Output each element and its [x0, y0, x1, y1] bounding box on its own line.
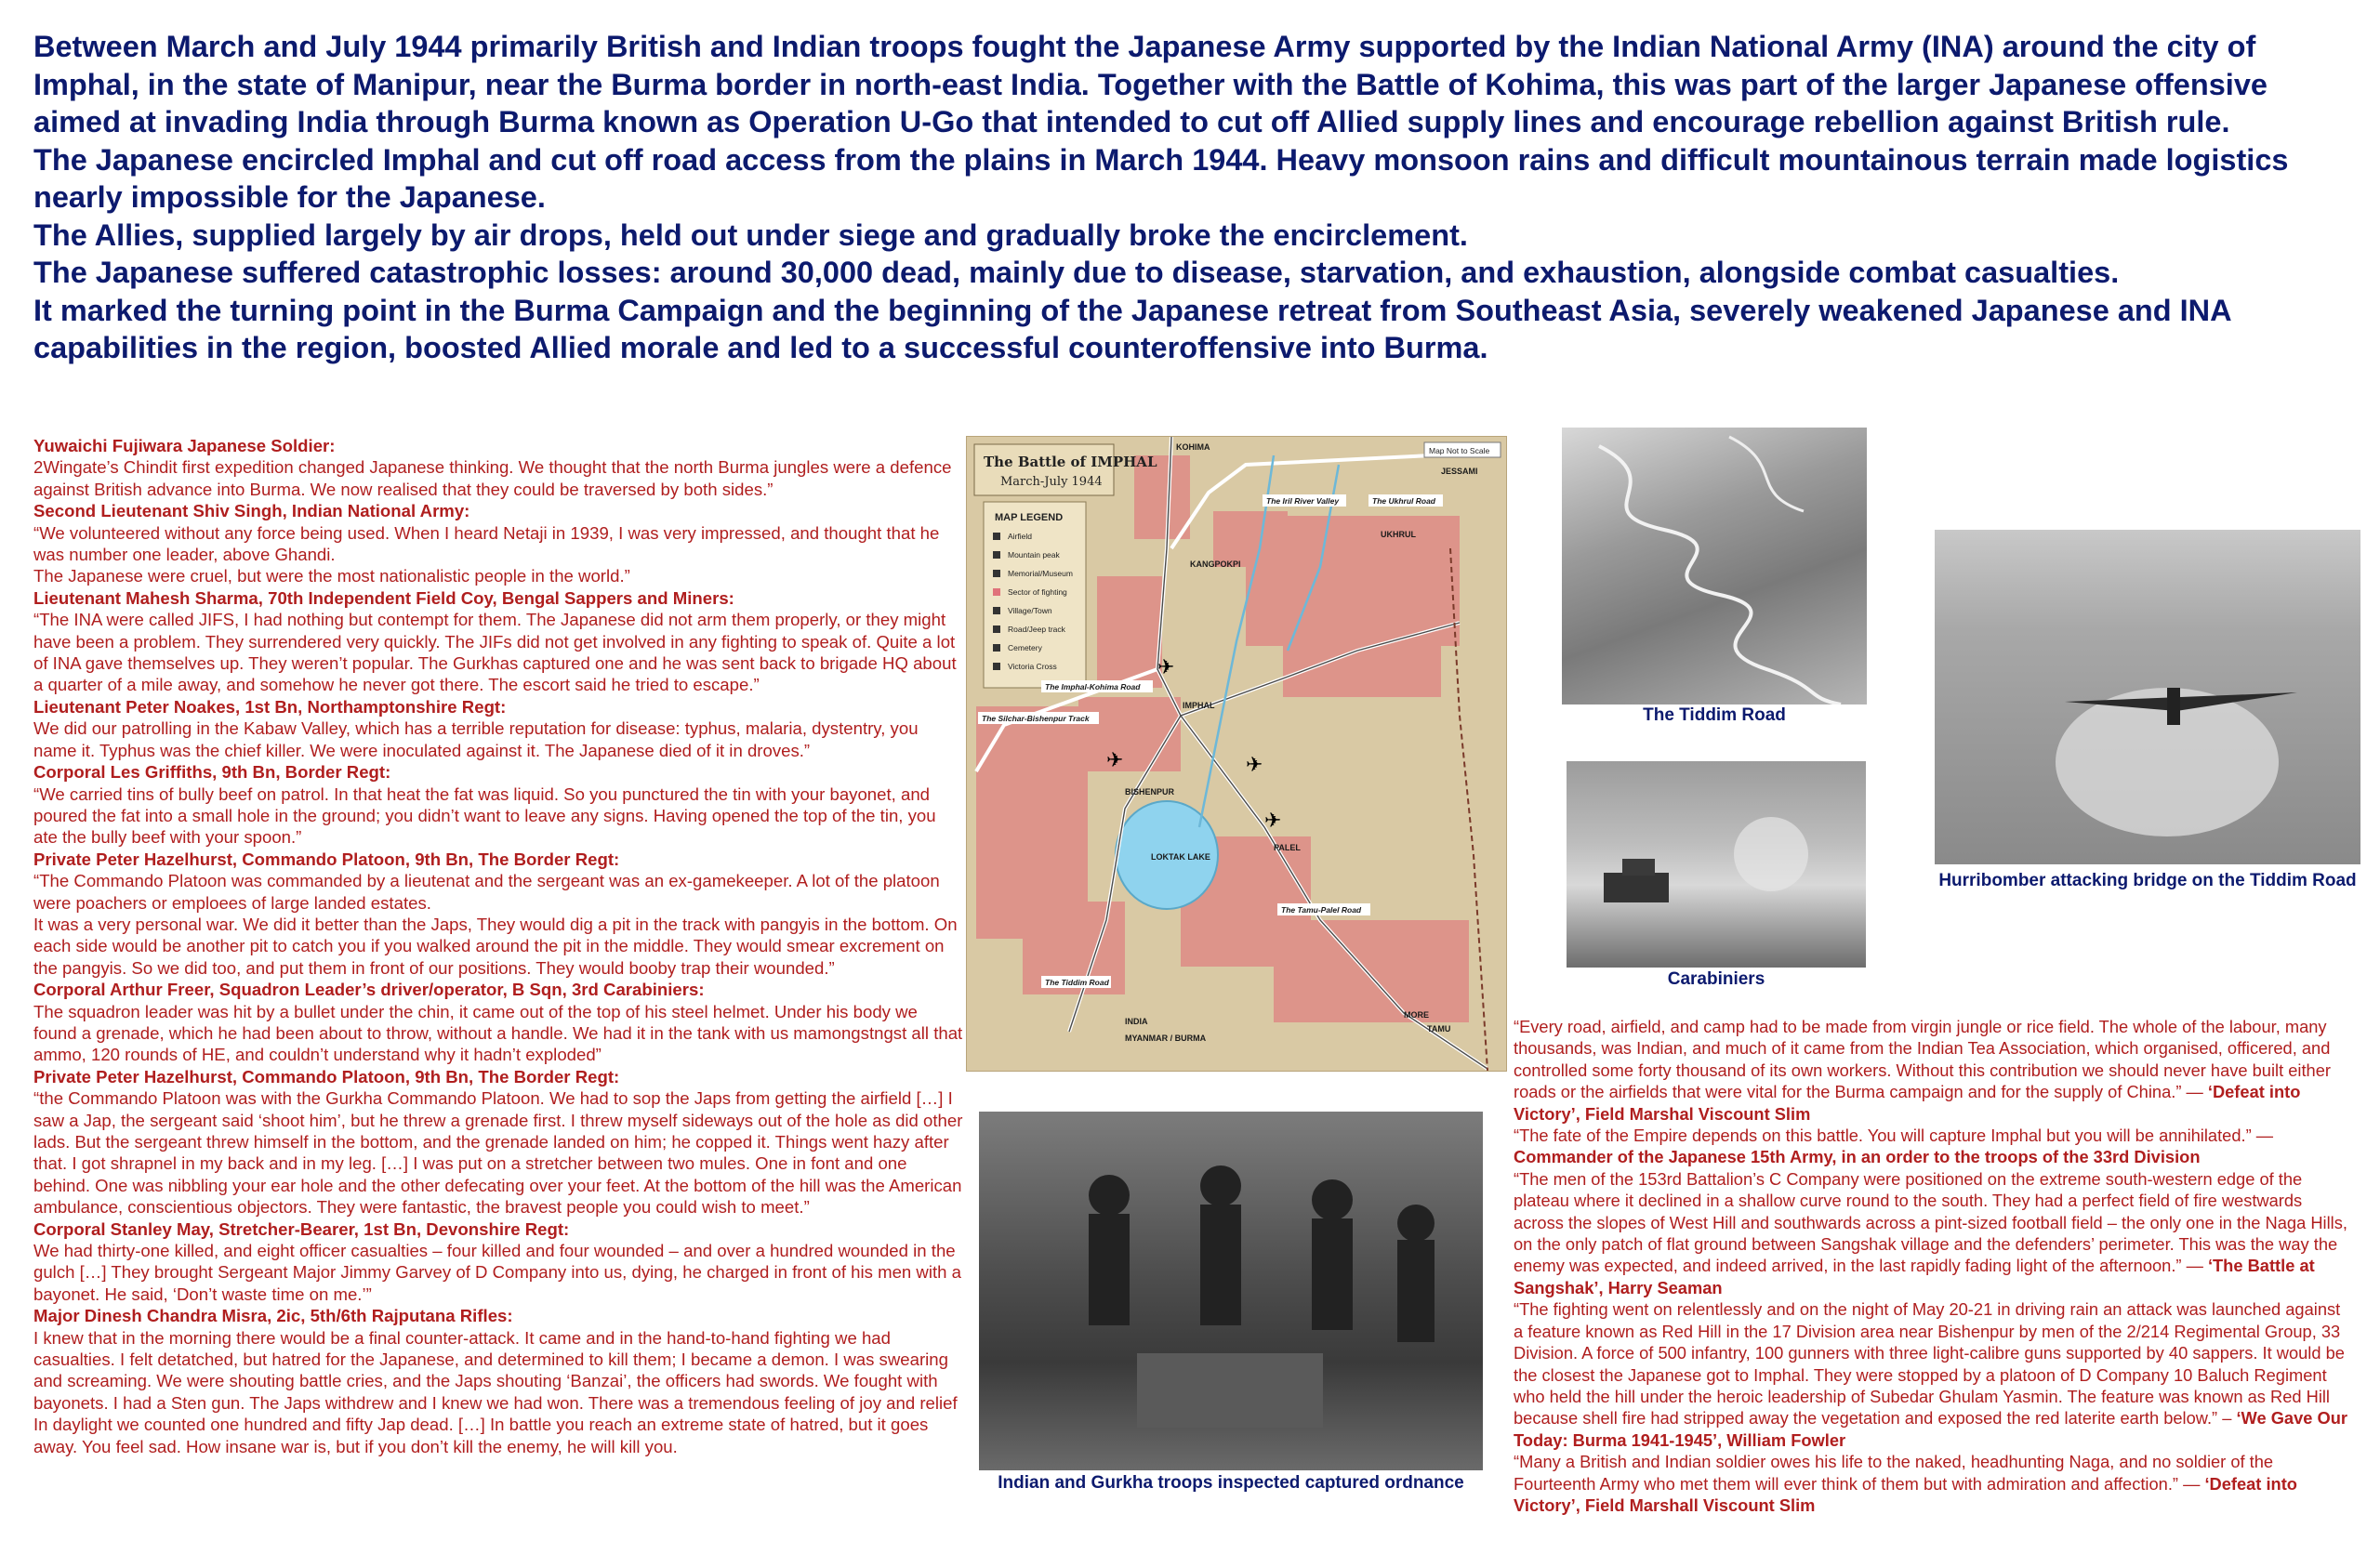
place-label: LOKTAK LAKE [1151, 852, 1210, 862]
route-label: The Silchar-Bishenpur Track [982, 714, 1090, 723]
svg-text:✈: ✈ [1246, 754, 1263, 777]
testimony-text: “the Commando Platoon was with the Gurkha Commando Platoon. We had to sop the Japs from getting the airfield […] I saw a Jap, the sergeant said ‘shoot him’, but he threw a grenade first. I threw myself sideways out of the hole as did other lads. But the sergeant threw himself in the bottom, and the grenade landed on him; he copped it. Things went hazy after that. I got shrapnel in my back and in my leg. […] I was put on a stretcher between two mules. One in font and one behind. One was nibbling your ear hole and the other defecating over your feet. At the bottom of the hill was the American ambulance, conscientious objectors. They were fantastic, the bravest people you could wish to meet.” [33, 1088, 963, 1218]
legend-label: Mountain peak [1008, 550, 1060, 560]
place-label: MORE [1404, 1010, 1429, 1020]
place-label: UKHRUL [1381, 530, 1416, 539]
battle-map [966, 436, 1507, 1072]
intro-paragraph: The Japanese encircled Imphal and cut off road access from the plains in March 1944. Heavy monsoon rains and difficult mountainous terrain made logistics nearly impossible for the Japanese. [33, 142, 2289, 214]
quote-source: ‘The Battle at Sangshak’, Harry Seaman [1514, 1256, 2315, 1297]
testimony-text: “The INA were called JIFS, I had nothing but contempt for them. The Japanese did not arm them properly, or they might have been a problem. They surrendered very quickly. The JIFs did not get involved in any fighting to speak of. Quite a lot of INA gave themselves up. They weren’t popular. The Gurkhas captured one and he was sent back to brigade HQ about a quarter of a mile away, and somehow he never got there. The escort said he tried to escape.” [33, 610, 957, 695]
place-label: TAMU [1427, 1024, 1451, 1034]
legend-swatch [993, 570, 1000, 577]
quote-text: “The fighting went on relentlessly and on the night of May 20-21 in driving rain an attack was launched against a feature known as Red Hill in the 17 Division area near Bishenpur by men of the 2/214 Regimental Group, 33 Division. A force of 500 infantry, 100 gunners with three light-calibre guns supported by 40 sappers. It would be the closest the Japanese got to Imphal. They were stopped by a platoon of D Company 10 Baluch Regiment who held the hill under the heroic leadership of Subedar Ghulam Yasmin. The feature was known as Red Hill because shell fire had stripped away the vegetation and exposed the red laterite earth below.” – [1514, 1299, 2345, 1429]
intro-paragraph: The Allies, supplied largely by air drops, held out under siege and gradually broke the encirclement. [33, 217, 1468, 252]
legend-swatch [993, 607, 1000, 614]
route-label: The Ukhrul Road [1372, 496, 1436, 506]
quote [1514, 1125, 2350, 1168]
testimony-author: Major Dinesh Chandra Misra, 2ic, 5th/6th Rajputana Rifles: [33, 1306, 513, 1326]
aircraft-graphic [1935, 530, 2360, 864]
quote [1514, 1016, 2350, 1125]
quote-source: ‘Defeat into Victory’, Field Marshal Viscount Slim [1514, 1082, 2301, 1124]
route-label: The Iril River Valley [1266, 496, 1340, 506]
testimony-text: 2Wingate’s Chindit first expedition changed Japanese thinking. We thought that the north Burma jungles were a defence against British advance into Burma. We now realised that they could be traversed by both sides.” [33, 457, 952, 499]
ordnance-caption: Indian and Gurkha troops inspected captured ordnance [998, 1473, 1464, 1493]
legend-title: MAP LEGEND [995, 512, 1064, 523]
scale-note: Map Not to Scale [1429, 446, 1490, 455]
ordnance-photo [979, 1112, 1483, 1470]
map-title: The Battle of IMPHAL [984, 454, 1157, 470]
testimony-text: “We carried tins of bully beef on patrol. In that heat the fat was liquid. So you punctured the tin with your bayonet, and poured the fat into a small hole in the ground; you didn’t want to leave any signs. Having opened the top of the tin, you ate the bully beef with your spoon.” [33, 784, 936, 848]
map-subtitle: March-July 1944 [1000, 475, 1103, 489]
legend-label: Memorial/Museum [1008, 569, 1073, 578]
quote-text: “Every road, airfield, and camp had to be made from virgin jungle or rice field. The whole of the labour, many thousands, was Indian, and much of it came from the Indian Tea Association, which organised, officered, and controlled some forty thousand of its own workers. Without this contribution we should never have built either roads or the airfields that were vital for the Burma campaign and for the supply of China.” — [1514, 1017, 2331, 1102]
quote [1514, 1298, 2350, 1451]
place-label: IMPHAL [1183, 701, 1215, 710]
legend-swatch [993, 644, 1000, 652]
place-label: KANGPOKPI [1190, 560, 1241, 569]
legend-label: Village/Town [1008, 606, 1052, 615]
testimony-author: Second Lieutenant Shiv Singh, Indian National Army: [33, 501, 470, 521]
carabiniers-caption: Carabiniers [1667, 969, 1765, 989]
tiddim-road-photo [1562, 428, 1867, 704]
legend-label: Sector of fighting [1008, 587, 1067, 597]
legend-label: Victoria Cross [1008, 662, 1057, 671]
place-label: JESSAMI [1441, 467, 1478, 476]
legend-swatch [993, 551, 1000, 559]
tank-graphic [1567, 761, 1866, 968]
testimony-text: We had thirty-one killed, and eight officer casualties – four killed and four wounded – and over a hundred wounded in the gulch […] They brought Sergeant Major Jimmy Garvey of D Company into us, dying, he charged in front of his men with a bayonet. He said, ‘Don’t waste time on me.’” [33, 1241, 961, 1304]
svg-text:✈: ✈ [1157, 656, 1175, 679]
testimony-author: Corporal Arthur Freer, Squadron Leader’s driver/operator, B Sqn, 3rd Carabiniers: [33, 980, 705, 1000]
quote-source: ‘We Gave Our Today: Burma 1941-1945’, William Fowler [1514, 1408, 2348, 1450]
testimony-author: Lieutenant Mahesh Sharma, 70th Independent Field Coy, Bengal Sappers and Miners: [33, 587, 734, 608]
place-label: MYANMAR / BURMA [1125, 1034, 1207, 1043]
intro-paragraph: It marked the turning point in the Burma Campaign and the beginning of the Japanese retreat from Southeast Asia, severely weakened Japanese and INA capabilities in the region, boosted Allied morale and led to a successful counteroffensive into Burma. [33, 293, 2231, 364]
testimony-text: We did our patrolling in the Kabaw Valley, which has a terrible reputation for disease: typhus, malaria, dystentry, you name it. Typhus was the chief killer. We were inoculated against it. The Japanese died of it in droves.” [33, 718, 919, 760]
hurribomber-caption: Hurribomber attacking bridge on the Tiddim Road [1938, 871, 2357, 890]
troops-graphic [979, 1112, 1483, 1470]
place-label: PALEL [1274, 843, 1301, 852]
place-label: BISHENPUR [1125, 787, 1175, 797]
testimony-text: “The Commando Platoon was commanded by a lieutenat and the sergeant was an ex-gamekeeper. A lot of the platoon were poachers or emploees of large landed estates. It was a very personal war. We did it better than the Japs, They would dig a pit in the track with pangyis in the bottom. On each side would be another pit to catch you if you walked around the pit in the middle. They would smear excrement on the pangyis. So we did too, and put them in front of our positions. They would booby trap their wounded.” [33, 871, 958, 978]
place-label: KOHIMA [1176, 442, 1210, 452]
testimony-text: The squadron leader was hit by a bullet under the chin, it came out of the top of his steel helmet. Under his body we found a grenade, which he had been about to throw, without a handle. We had it in the tank with us mamongstngst all that ammo, 120 rounds of HE, and couldn’t understand why it hadn’t exploded” [33, 1001, 963, 1065]
quote-source: ‘Defeat into Victory’, Field Marshall Viscount Slim [1514, 1473, 2297, 1515]
intro-paragraph: The Japanese suffered catastrophic losses: around 30,000 dead, mainly due to disease, starvation, and exhaustion, alongside combat casualties. [33, 256, 2120, 289]
legend-label: Airfield [1008, 532, 1032, 541]
legend-label: Cemetery [1008, 643, 1042, 652]
winding-road-graphic [1562, 428, 1867, 704]
soldier-testimonies [33, 435, 963, 1457]
testimony-author: Private Peter Hazelhurst, Commando Platoon, 9th Bn, The Border Regt: [33, 849, 620, 869]
quote-text: “The fate of the Empire depends on this battle. You will capture Imphal but you will be annihilated.” — [1514, 1126, 2274, 1146]
historical-quotes [1514, 1016, 2350, 1516]
testimony-author: Yuwaichi Fujiwara Japanese Soldier: [33, 436, 336, 455]
svg-text:✈: ✈ [1106, 749, 1124, 772]
testimony-author: Lieutenant Peter Noakes, 1st Bn, Northamptonshire Regt: [33, 696, 507, 717]
hurribomber-photo [1935, 530, 2360, 864]
tiddim-road-caption: The Tiddim Road [1643, 705, 1786, 725]
testimony-author: Private Peter Hazelhurst, Commando Platoon, 9th Bn, The Border Regt: [33, 1066, 620, 1086]
svg-text:✈: ✈ [1264, 810, 1282, 833]
quote [1514, 1451, 2350, 1516]
map-graphic [967, 437, 1506, 1071]
carabiniers-photo [1567, 761, 1866, 968]
legend-swatch [993, 588, 1000, 596]
route-label: The Tamu-Palel Road [1281, 905, 1362, 915]
place-label: INDIA [1125, 1017, 1148, 1026]
intro-text [33, 28, 2358, 367]
quote-text: “The men of the 153rd Battalion’s C Company were positioned on the extreme south-western edge of the plateau where it declined in a shallow curve round to the south. They had a perfect field of fire westwards across the slopes of West Hill and southwards across a pint-sized football field – the only one in the Naga Hills, on the only patch of flat ground between Sangshak village and the defenders’ perimeter. This was the way the enemy was expected, and indeed arrived, in the last rapidly fading light of the afternoon.” — [1514, 1168, 2347, 1276]
legend-label: Road/Jeep track [1008, 625, 1065, 634]
quote [1514, 1168, 2350, 1298]
testimony-author: Corporal Les Griffiths, 9th Bn, Border Regt: [33, 762, 391, 783]
legend-swatch [993, 663, 1000, 670]
testimony-author: Corporal Stanley May, Stretcher-Bearer, 1st Bn, Devonshire Regt: [33, 1218, 570, 1239]
intro-paragraph: Between March and July 1944 primarily British and Indian troops fought the Japanese Army supported by the Indian National Army (INA) around the city of Imphal, in the state of Manipur, near the Burma border in north-east India. Together with the Battle of Kohima, this was part of the larger Japanese offensive aimed at invading India through Burma known as Operation U-Go that intended to cut off Allied supply lines and encourage rebellion against British rule. [33, 30, 2268, 138]
route-label: The Tiddim Road [1045, 978, 1109, 987]
testimony-text: I knew that in the morning there would be a final counter-attack. It came and in the hand-to-hand fighting we had casualties. I felt detatched, but hatred for the Japanese, and determined to kill them; I became a demon. I was swearing and screaming. We were shouting battle cries, and the Japs shouting ‘Banzai’, the officers had swords. We fought with bayonets. I had a Sten gun. The Japs withdrew and I knew we had won. There was a tremendous feeling of joy and relief In daylight we counted one hundred and fifty Jap dead. […] In battle you reach an extreme state of hatred, but it goes away. You feel sad. How insane war is, but if you don’t kill the enemy, he will kill you. [33, 1327, 958, 1456]
testimony-text: “We volunteered without any force being used. When I heard Netaji in 1939, I was very impressed, and thought that he was number one leader, above Ghandi. The Japanese were cruel, but were the most nationalistic people in the world.” [33, 522, 940, 586]
legend-swatch [993, 533, 1000, 540]
quote-text: “Many a British and Indian soldier owes his life to the naked, headhunting Naga, and no soldier of the Fourteenth Army who met them will ever think of them but with admiration and affection.” — [1514, 1452, 2274, 1494]
route-label: The Imphal-Kohima Road [1045, 682, 1141, 691]
quote-source: Commander of the Japanese 15th Army, in an order to the troops of the 33rd Division [1514, 1147, 2201, 1167]
legend-swatch [993, 625, 1000, 633]
